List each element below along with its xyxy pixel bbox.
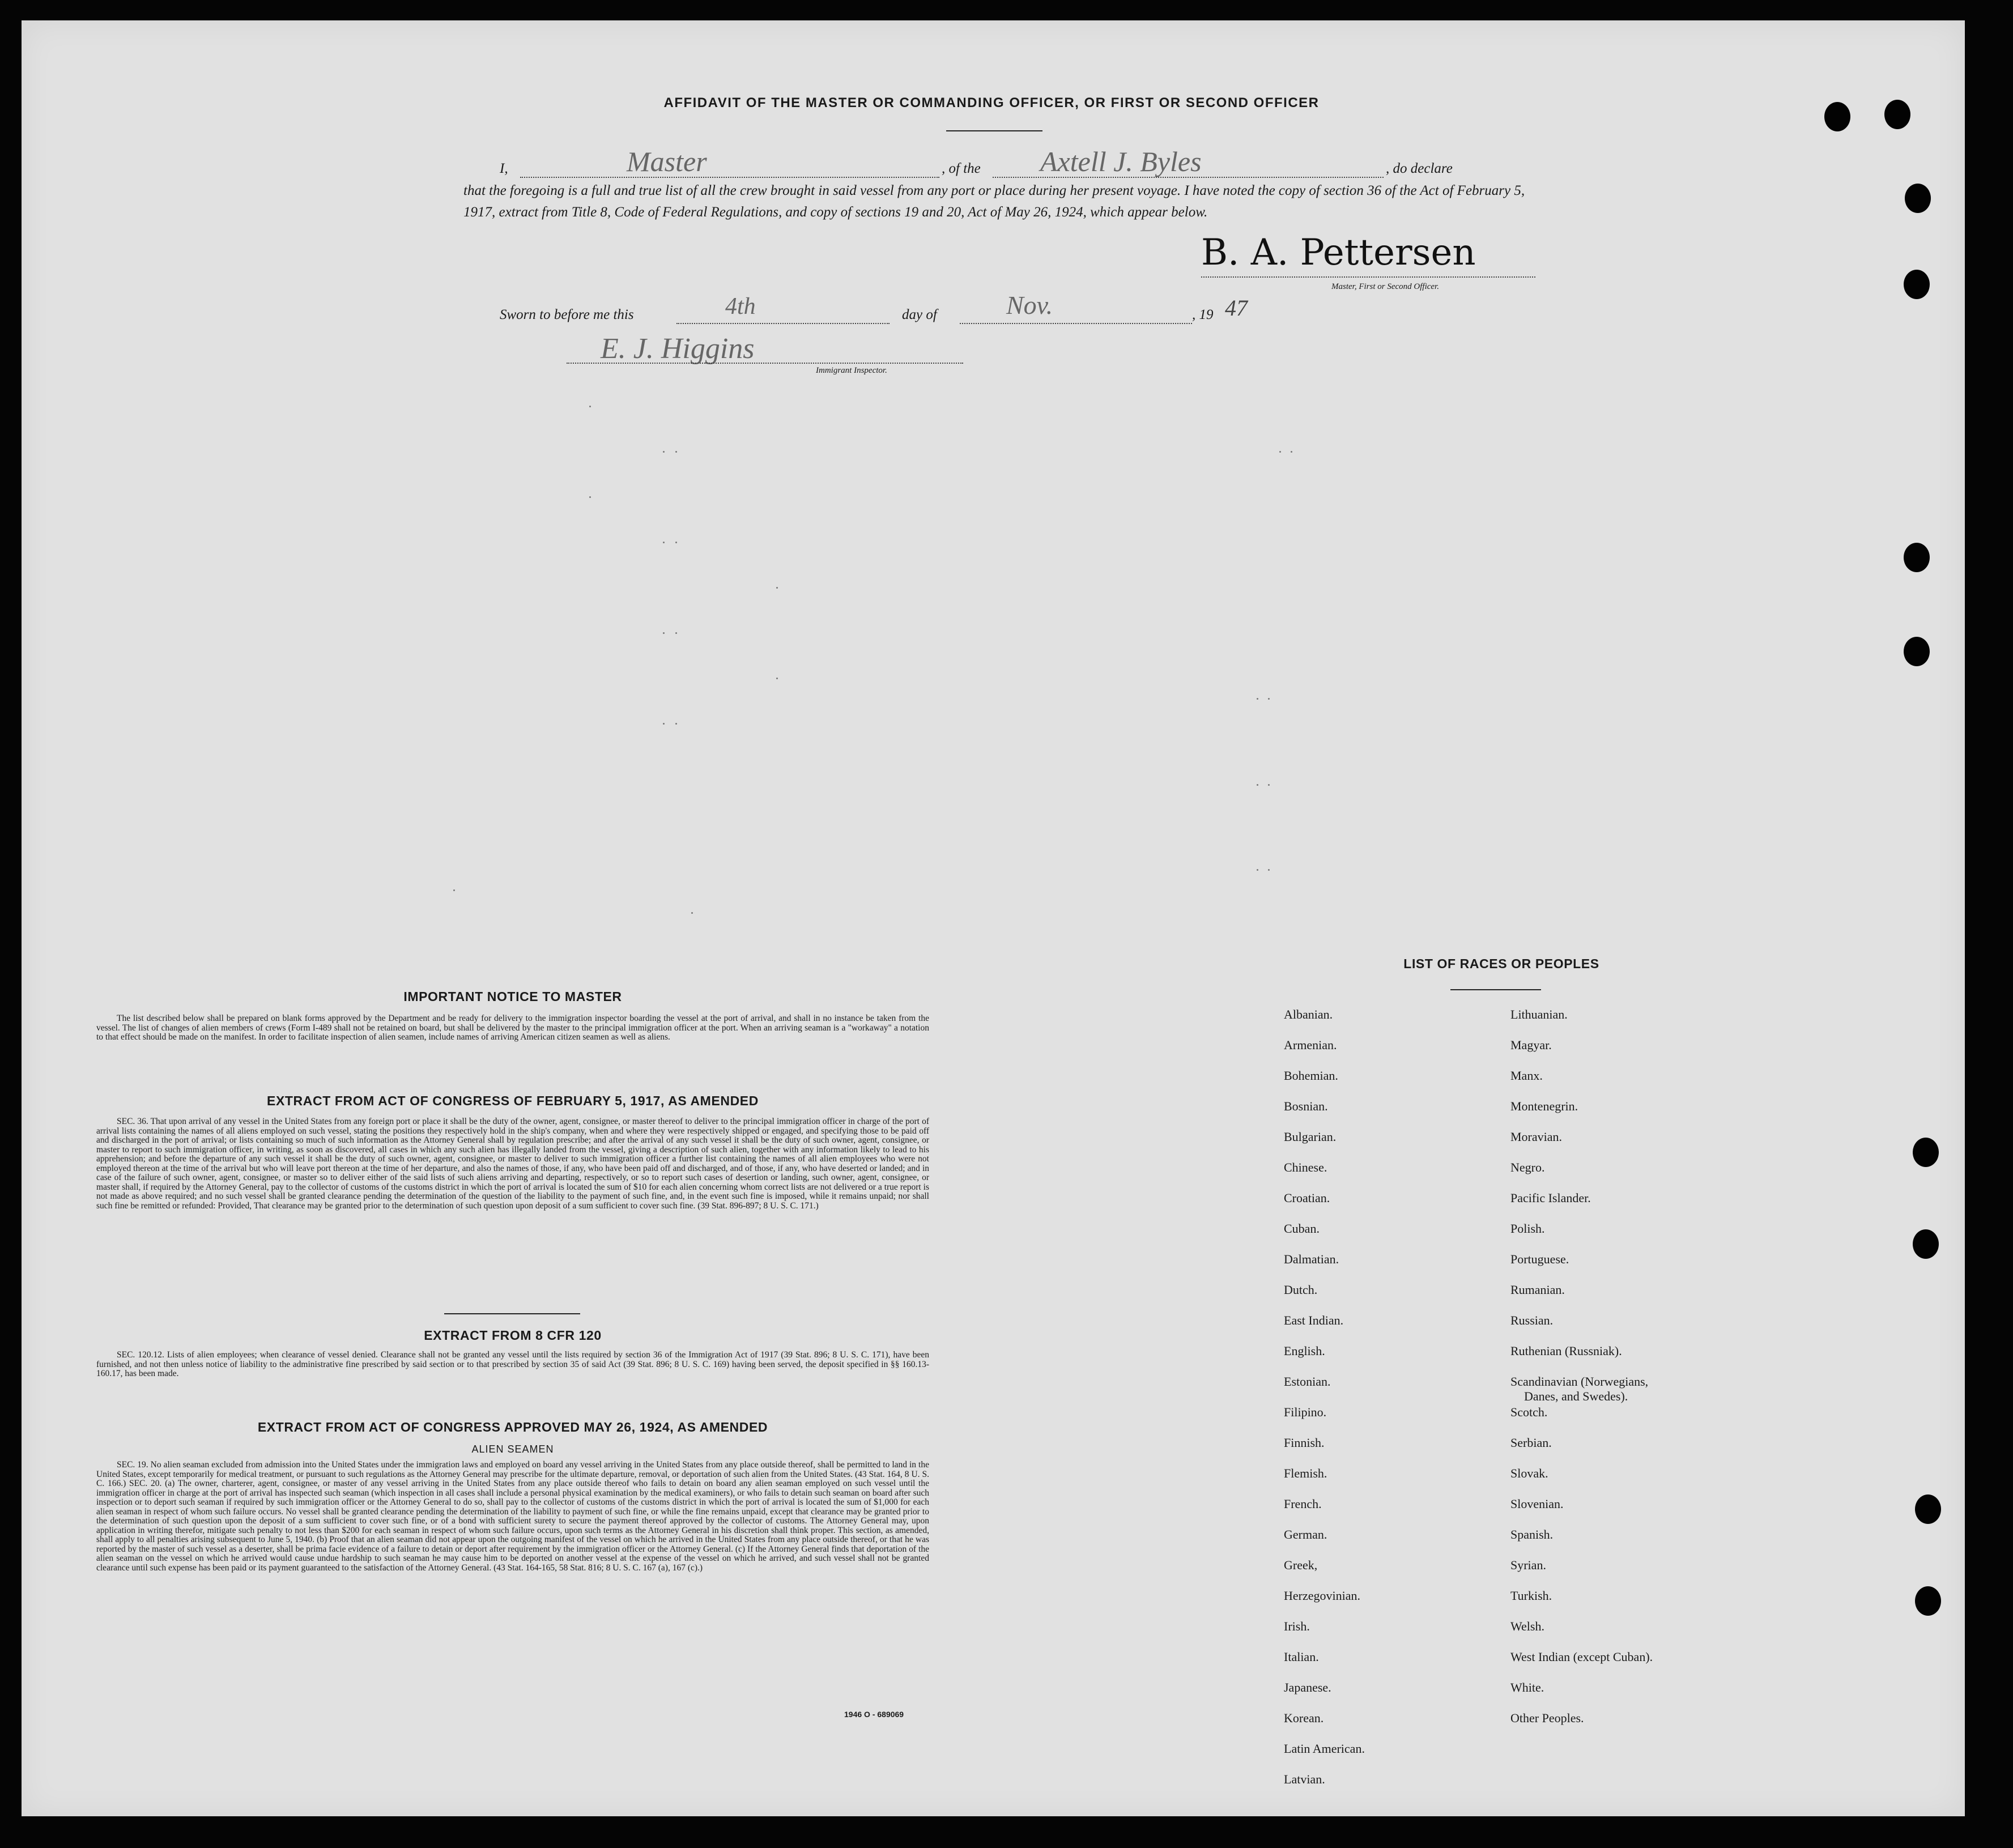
race-item: Portuguese. — [1510, 1252, 1569, 1266]
race-item: French. — [1284, 1497, 1322, 1511]
extract-cfr-text: SEC. 120.12. Lists of alien employees; when clearance of vessel denied. Clearance shall not be granted any vessel until the lists required by section 36 of the Immigration Act of 1917 (39 Stat. 896; 8 U. S. C. 171), have been furnished, and not then unless notice of liability to the administrative fine prescribed by said section or to that prescribed by section 35 of said Act (39 Stat. 896; 8 U. S. C. 169) having been served, the deposit specified in §§ 160.13-160.17, has been made. — [96, 1350, 929, 1378]
punch-hole — [1824, 102, 1850, 131]
ledger-dot — [589, 496, 591, 498]
race-item: Serbian. — [1510, 1436, 1552, 1450]
races-column-1 — [1284, 1007, 1510, 1803]
race-item: Latin American. — [1284, 1741, 1365, 1756]
ledger-dot — [1257, 698, 1258, 700]
race-item: Spanish. — [1510, 1527, 1554, 1542]
race-item: Latvian. — [1284, 1772, 1325, 1786]
master-signature: B. A. Pettersen — [1201, 232, 1476, 274]
day-of-label: day of — [902, 307, 937, 322]
affidavit-title: AFFIDAVIT OF THE MASTER OR COMMANDING OFFICER, OR FIRST OR SECOND OFFICER — [663, 95, 1320, 110]
race-item: Irish. — [1284, 1619, 1310, 1633]
declare-label: , do declare — [1386, 161, 1453, 176]
ledger-dot — [776, 587, 778, 589]
race-item: Pacific Islander. — [1510, 1191, 1591, 1205]
year-prefix: , 19 — [1192, 307, 1214, 322]
sworn-line — [496, 291, 1289, 329]
race-item: Estonian. — [1284, 1374, 1331, 1389]
vessel-handwritten: Axtell J. Byles — [1040, 146, 1202, 177]
punch-hole — [1915, 1586, 1941, 1616]
punch-hole — [1904, 637, 1930, 666]
extract-1924-title: EXTRACT FROM ACT OF CONGRESS APPROVED MAY 26, 1924, AS AMENDED — [257, 1420, 768, 1434]
ledger-dot — [691, 912, 693, 914]
master-field — [520, 177, 939, 178]
signature-caption: Master, First or Second Officer. — [1331, 282, 1439, 291]
ledger-dot — [1279, 451, 1281, 453]
declaration-body: that the foregoing is a full and true list of all the crew brought in said vessel from any port or place during her present voyage. I have noted the copy of section 36 of the Act of February 5, 1917, extract from Title 8, Code of Federal Regulations, and copy of sections 19 and 20, Act of May 26, 1924, which appear below. — [463, 183, 1525, 220]
race-item: West Indian (except Cuban). — [1510, 1650, 1653, 1664]
race-item: Syrian. — [1510, 1558, 1546, 1572]
ledger-dot — [1268, 698, 1270, 700]
declaration-line — [496, 146, 1539, 181]
race-item: Welsh. — [1510, 1619, 1544, 1633]
month-field — [960, 323, 1192, 324]
race-item: Moravian. — [1510, 1130, 1563, 1144]
race-item: Manx. — [1510, 1068, 1543, 1083]
ledger-dot — [1257, 869, 1258, 871]
race-item: German. — [1284, 1527, 1327, 1542]
race-item: Scotch. — [1510, 1405, 1548, 1419]
races-title: LIST OF RACES OR PEOPLES — [1403, 956, 1599, 971]
race-item: Ruthenian (Russniak). — [1510, 1344, 1622, 1358]
race-item: Bulgarian. — [1284, 1130, 1337, 1144]
race-item: Lithuanian. — [1510, 1007, 1568, 1021]
extract-1917-rule — [444, 1313, 580, 1314]
race-item: East Indian. — [1284, 1313, 1344, 1327]
races-column-2 — [1510, 1007, 1805, 1741]
race-item: Rumanian. — [1510, 1283, 1565, 1297]
race-item: Other Peoples. — [1510, 1711, 1584, 1725]
extract-1917-title: EXTRACT FROM ACT OF CONGRESS OF FEBRUARY 5, 1917, AS AMENDED — [267, 1093, 759, 1108]
race-item: Chinese. — [1284, 1160, 1327, 1174]
race-item: Negro. — [1510, 1160, 1545, 1174]
race-item: Scandinavian (Norwegians, — [1510, 1374, 1649, 1389]
ledger-dot — [663, 632, 665, 634]
race-item: Armenian. — [1284, 1038, 1337, 1052]
ledger-dot — [663, 723, 665, 725]
inspector-signature: E. J. Higgins — [601, 333, 755, 365]
ledger-dot — [675, 542, 677, 543]
ledger-dot — [1268, 869, 1270, 871]
master-signature-block — [1201, 227, 1541, 300]
race-item: Bosnian. — [1284, 1099, 1328, 1113]
inspector-caption: Immigrant Inspector. — [816, 366, 887, 375]
race-item: Bohemian. — [1284, 1068, 1338, 1083]
notice-text: The list described below shall be prepared on blank forms approved by the Department and be ready for delivery to the immigration inspector boarding the vessel at the port of arrival, and shall in no instance be taken from the vessel. The list of changes of alien members of crews (Form I-489 shall not be retained on board, but shall be delivered by the master to the principal immigration officer at the port. When an arriving seaman is a "workaway" a notation to that effect should be made on the manifest. In order to facilitate inspection of alien seamen, include names of arriving American citizen seamen as well as aliens. — [96, 1014, 929, 1042]
ledger-dot — [776, 678, 778, 679]
race-item: Russian. — [1510, 1313, 1554, 1327]
race-item: Croatian. — [1284, 1191, 1330, 1205]
punch-hole — [1904, 543, 1930, 572]
race-item: Herzegovinian. — [1284, 1589, 1360, 1603]
inspector-line — [567, 363, 963, 364]
race-item: White. — [1510, 1680, 1544, 1694]
race-item: Cuban. — [1284, 1221, 1320, 1236]
race-item: Dutch. — [1284, 1283, 1318, 1297]
race-item: Turkish. — [1510, 1589, 1552, 1603]
ledger-dot — [1257, 784, 1258, 786]
ledger-dot — [675, 632, 677, 634]
race-item: Filipino. — [1284, 1405, 1327, 1419]
sworn-day: 4th — [725, 293, 756, 320]
sworn-prefix: Sworn to before me this — [500, 307, 634, 322]
ledger-dot — [663, 542, 665, 543]
punch-hole — [1913, 1138, 1939, 1167]
race-item: Italian. — [1284, 1650, 1319, 1664]
master-handwritten: Master — [627, 146, 707, 177]
title-rule — [946, 130, 1042, 131]
punch-hole — [1884, 100, 1910, 129]
race-item: Albanian. — [1284, 1007, 1333, 1021]
punch-hole — [1905, 184, 1931, 213]
race-item: Finnish. — [1284, 1436, 1325, 1450]
race-item: Magyar. — [1510, 1038, 1552, 1052]
extract-1924-text: SEC. 19. No alien seaman excluded from admission into the United States under the immigration laws and employed on board any vessel arriving in the United States from any place outside thereof, shall be permitted to land in the United States, except temporarily for medical treatment, or pursuant to such regulations as the Attorney General may prescribe for the ultimate departure, removal, or deportation of such alien from the United States. (43 Stat. 164, 8 U. S. C. 166.) SEC. 20. (a) The owner, charterer, agent, consignee, or master of any vessel arriving in the United States from any place outside thereof who fails to detain on board any alien seaman employed on such vessel until the immigration officer in charge at the port of arrival has inspected such seaman (which inspection in all cases shall include a personal physical examination by the medical examiners), or who fails to detain such seaman on board after such inspection or to deport such seaman if required by such immigration officer or the Attorney General to do so, shall pay to the collector of customs of the customs district in which the port of arrival is located the sum of $1,000 for each alien seaman in respect of whom such failure occurs. No vessel shall be granted clearance pending the determination of the liability to payment of such fine, or while the fine remains unpaid, except that clearance may be granted prior to the determination of such question upon the deposit of a sum sufficient to cover such fine, or of a bond with sufficient surety to secure the payment thereof approved by the collector of customs. The Attorney General may, upon application in writing therefor, mitigate such penalty to not less than $200 for each seaman in respect of whom such failure occurs, upon such terms as the Attorney General in his discretion shall think proper. This section, as amended, shall apply to all penalties arising subsequent to June 5, 1940. (b) Proof that an alien seaman did not appear upon the outgoing manifest of the vessel on which he arrived in the United States from any place outside thereof, or that he was reported by the master of such vessel as a deserter, shall be prima facie evidence of a failure to detain or deport after requirement by the immigration officer or the Attorney General. (c) If the Attorney General finds that deportation of the alien seaman on the vessel on which he arrived would cause undue hardship to such seaman he may cause him to be deported on another vessel at the expense of the vessel on which he arrived, and such vessel shall not be granted clearance until such expense has been paid or its payment guaranteed to the satisfaction of the Attorney General. (43 Stat. 164-165, 58 Stat. 816; 8 U. S. C. 167 (a), 167 (c).) — [96, 1460, 929, 1573]
signature-line — [1201, 276, 1535, 278]
extract-cfr-title: EXTRACT FROM 8 CFR 120 — [424, 1328, 602, 1343]
ledger-dot — [1268, 784, 1270, 786]
ledger-dot — [1291, 451, 1292, 453]
ledger-dot — [675, 451, 677, 453]
race-item: Japanese. — [1284, 1680, 1331, 1694]
extract-1924-subtitle: ALIEN SEAMEN — [471, 1444, 554, 1455]
extract-1917-text: SEC. 36. That upon arrival of any vessel in the United States from any foreign port or place it shall be the duty of the owner, agent, consignee, or master thereof to deliver to the principal immigration officer in charge of the port of arrival lists containing the names of all aliens employed on such vessel, stating the positions they respectively hold in the ship's company, when and where they were respectively shipped or engaged, and specifying those to be paid off and discharged in the port of arrival; or lists containing so much of such information as the Attorney General shall by regulation prescribe; and after the arrival of any such vessel it shall be the duty of such owner, agent, consignee, or master to report to such immigration officer, in writing, as soon as discovered, all cases in which any such alien has illegally landed from the vessel, giving a description of such alien, together with any information likely to lead to his apprehension; and before the departure of any such vessel it shall be the duty of such owner, agent, consignee, or master to deliver to such immigration officer a further list containing the names of all alien employees who were not employed thereon at the time of the arrival but who will leave port thereon at the time of her departure, and also the names of those, if any, who have been paid off and discharged, and of those, if any, who have deserted or landed; and in case of the failure of such owner, agent, consignee, or master so to deliver either of the said lists of such aliens arriving and departing, respectively, or so to report such cases of desertion or landing, such owner, agent, consignee, or master shall, if required by the Attorney General, pay to the collector of customs of the customs district in which the port of arrival is located the sum of $10 for each alien concerning whom correct lists are not delivered or a true report is not made as above required; and no such vessel shall be granted clearance pending the determination of the question of the liability to the payment of such fine, and, in the event such fine is imposed, while it remains unpaid; nor shall such fine be remitted or refunded: Provided, That clearance may be granted prior to the determination of such question upon deposit of a sum sufficient to cover such fine. (39 Stat. 896-897; 8 U. S. C. 171.) — [96, 1117, 929, 1211]
race-item: Slovenian. — [1510, 1497, 1564, 1511]
ledger-dot — [589, 406, 591, 407]
punch-hole — [1904, 270, 1930, 299]
declaration-i: I, — [500, 161, 508, 176]
sworn-year: 47 — [1225, 295, 1248, 321]
race-item: Danes, and Swedes). — [1524, 1389, 1628, 1403]
ledger-dot — [675, 723, 677, 725]
inspector-block — [567, 334, 974, 385]
race-item: Korean. — [1284, 1711, 1324, 1725]
punch-hole — [1913, 1229, 1939, 1259]
of-the-label: , of the — [942, 161, 981, 176]
notice-title: IMPORTANT NOTICE TO MASTER — [403, 989, 622, 1004]
ledger-dot — [663, 451, 665, 453]
sworn-month: Nov. — [1006, 291, 1053, 320]
print-code: 1946 O - 689069 — [844, 1710, 904, 1719]
race-item: Montenegrin. — [1510, 1099, 1578, 1113]
race-item: Dalmatian. — [1284, 1252, 1339, 1266]
ledger-dot — [453, 889, 455, 891]
race-item: Polish. — [1510, 1221, 1545, 1236]
race-item: Slovak. — [1510, 1466, 1548, 1480]
race-item: Greek, — [1284, 1558, 1318, 1572]
race-item: Flemish. — [1284, 1466, 1327, 1480]
races-title-rule — [1450, 989, 1541, 990]
race-item: English. — [1284, 1344, 1325, 1358]
punch-hole — [1915, 1494, 1941, 1524]
day-field — [676, 323, 890, 324]
